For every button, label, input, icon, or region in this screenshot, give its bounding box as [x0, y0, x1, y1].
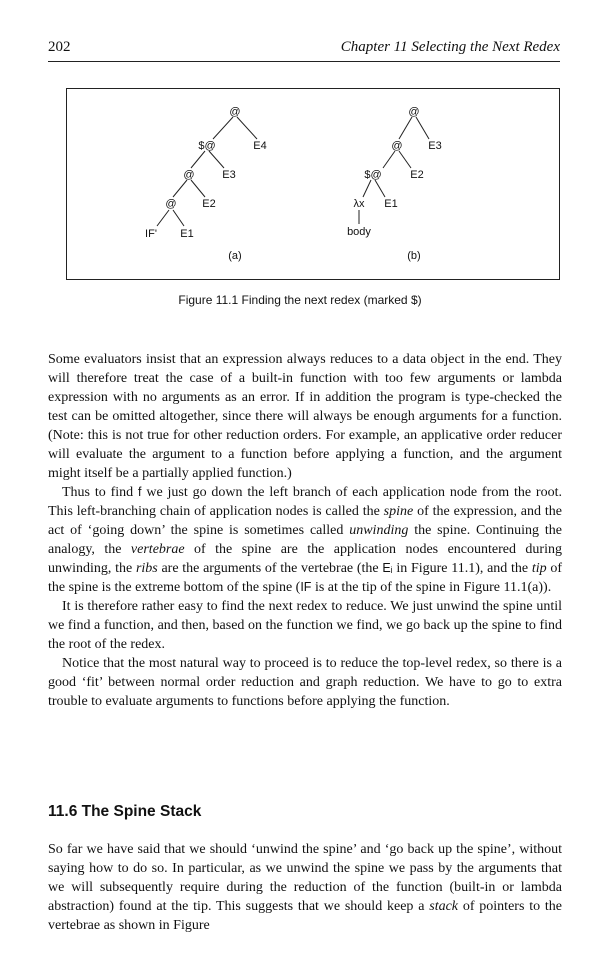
text-run: are the arguments of the vertebrae (the: [157, 561, 383, 576]
text-run: of the spine are the application nodes encountered during unwinding, the: [48, 542, 562, 576]
emphasis-text: ribs: [135, 561, 158, 576]
tree-node: $@: [198, 140, 216, 152]
tree-node: $@: [364, 169, 382, 181]
section-body-text: [48, 840, 562, 935]
text-run: of pointers to the vertebrae as shown in Figure: [48, 899, 562, 933]
tree-node: E3: [222, 169, 236, 181]
edge: [399, 151, 411, 168]
text-run: So far we have said that we should ‘unwind the spine’ and ‘go back up the spine’, without saying how to do so. In particular, as we unwind the spine we pass by the arguments that we will subsequently require during the reduction of the function (built-in or lambda abstraction) found at the tip. This suggests that we should keep a: [48, 842, 562, 914]
edge: [191, 180, 205, 197]
edge: [157, 210, 169, 226]
edge: [399, 117, 412, 139]
tree-node: E4: [253, 140, 267, 152]
tree-node: λx: [353, 198, 365, 210]
code-symbol: IF: [300, 580, 312, 594]
tree-node: E1: [180, 228, 194, 240]
tree-node: @: [391, 140, 403, 152]
figure-11-1: [66, 88, 560, 280]
text-run: Thus to find: [62, 485, 138, 500]
edge: [173, 180, 187, 197]
tree-node: E2: [410, 169, 424, 181]
edge: [416, 117, 429, 139]
tree-node: E1: [384, 198, 398, 210]
edge: [363, 180, 371, 197]
emphasis-text: tip: [531, 561, 547, 576]
emphasis-text: unwinding: [349, 523, 409, 538]
figure-label-a: (a): [228, 250, 242, 262]
paragraph: [48, 350, 562, 483]
emphasis-text: vertebrae: [130, 542, 185, 557]
body-text: [48, 350, 562, 711]
tree-node: @: [229, 106, 241, 118]
edge: [383, 151, 395, 168]
paragraph: [48, 654, 562, 711]
tree-node: @: [408, 106, 420, 118]
page-number: 202: [48, 39, 71, 55]
tree-node: E2: [202, 198, 216, 210]
paragraph: [48, 597, 562, 654]
edge: [173, 210, 184, 226]
text-run: is at the tip of the spine in Figure 11.1(a)).: [311, 580, 552, 595]
tree-node: IF': [145, 228, 157, 240]
text-run: of the expression, and the act of ‘going down’ the spine is sometimes called: [48, 504, 562, 538]
tree-node: @: [165, 198, 177, 210]
emphasis-text: stack: [429, 899, 459, 914]
text-run: of the spine is the extreme bottom of the spine (: [48, 561, 563, 595]
text-run: the spine. Continuing the analogy, the: [48, 523, 563, 557]
tree-node: body: [347, 226, 371, 238]
edge: [191, 151, 205, 168]
figure-label-b: (b): [407, 250, 421, 262]
text-run: we just go down the left branch of each application node from the root. This left-branching chain of application nodes is called the: [48, 485, 562, 519]
emphasis-text: spine: [383, 504, 414, 519]
edge: [375, 180, 385, 197]
tree-node: E3: [428, 140, 442, 152]
text-run: in Figure 11.1), and the: [392, 561, 532, 576]
paragraph: [48, 483, 562, 597]
paragraph: [48, 840, 562, 935]
text-run: Notice that the most natural way to proceed is to reduce the top-level redex, so there is a good ‘fit’ between normal order reduction and graph reduction. We have to go to extra trouble to evaluate arguments to functions before applying the function.: [48, 656, 562, 709]
edge: [237, 117, 257, 139]
code-symbol: f: [138, 485, 142, 499]
edge: [213, 117, 233, 139]
figure-caption: Figure 11.1 Finding the next redex (marked $): [178, 293, 422, 307]
section-heading: 11.6 The Spine Stack: [48, 803, 202, 820]
running-head: Chapter 11 Selecting the Next Redex: [340, 39, 560, 55]
header-rule: [48, 61, 560, 62]
spine-trees-diagram: [67, 89, 561, 281]
code-symbol: Eᵢ: [382, 561, 393, 575]
text-run: Some evaluators insist that an expression always reduces to a data object in the end. They will therefore treat the case of a built-in function with too few arguments or lambda expression with no arguments as an error. If in addition the program is type-checked the test can be omitted altogether, since there will always be enough arguments for a function. (Note: this is not true for other reduction orders. For example, an applicative order reducer will evaluate the argument to a function before applying a function, and the argument might itself be a partially applied function.): [48, 352, 562, 481]
edge: [209, 151, 224, 168]
tree-b: [347, 106, 442, 262]
tree-node: @: [183, 169, 195, 181]
text-run: It is therefore rather easy to find the next redex to reduce. We just unwind the spine until we find a function, and then, based on the function we find, we go back up the spine to find the root of the redex.: [48, 599, 562, 652]
